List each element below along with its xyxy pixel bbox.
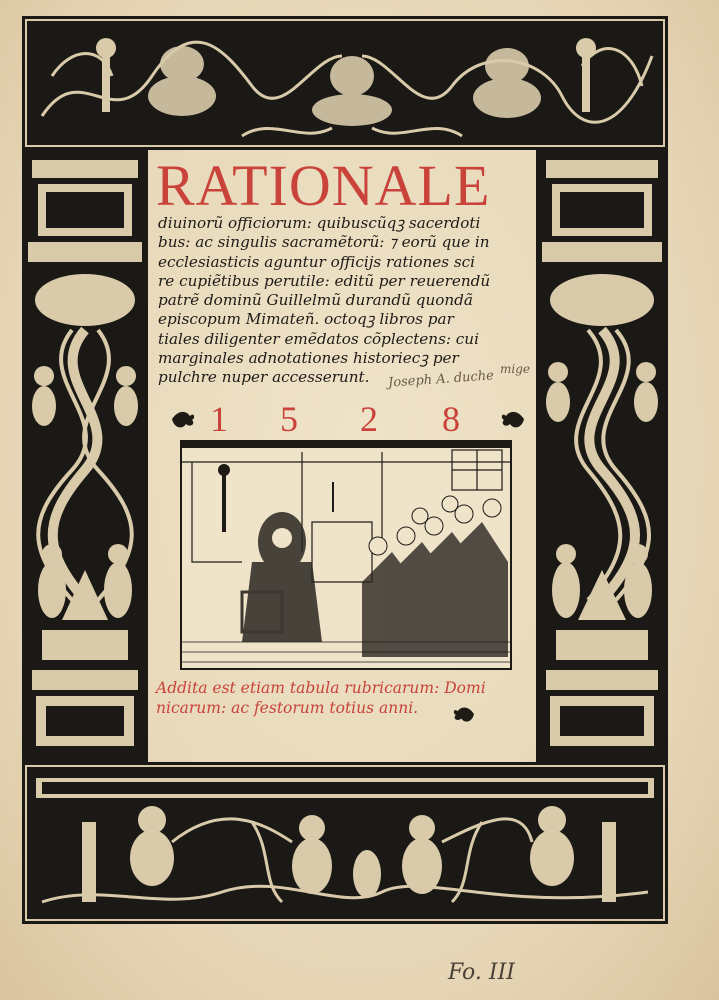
- right-column: [536, 150, 668, 762]
- body-line: patrẽ dominũ Guillelmũ durandũ quondã: [158, 291, 473, 310]
- rubric-text: [156, 678, 536, 718]
- rubric-line: nicarum: ac festorum totius anni.: [156, 699, 419, 717]
- imprint-year: [170, 398, 520, 438]
- ownership-signature: Joseph A. duche: [387, 368, 495, 391]
- year-digit: 2: [360, 399, 378, 439]
- bottom-frieze: [22, 762, 668, 924]
- rubric-line: Addita est etiam tabula rubricarum: Domi: [156, 679, 486, 697]
- bottom-handwritten-note: Fo. III: [448, 960, 515, 985]
- title-rationale: RATIONALE: [156, 153, 491, 218]
- body-line: bus: ac singulis sacramẽtorũ: ⁊ eorũ que in: [158, 233, 490, 252]
- year-digit: 1: [210, 399, 228, 439]
- body-line: episcopum Mimateñ. octoqꝫ libros par: [158, 310, 454, 329]
- marginal-mark: mige: [500, 362, 530, 376]
- body-line: re cupiẽtibus perutile: editũ per reuerendũ: [158, 271, 491, 290]
- fleuron-icon: [500, 408, 526, 430]
- top-frieze: [22, 16, 668, 150]
- body-line: pulchre nuper accesserunt.: [158, 368, 370, 387]
- body-line: marginales adnotationes historiecꝫ per: [158, 349, 459, 368]
- body-line: diuinorũ officiorum: quibuscũqꝫ sacerdoti: [158, 214, 481, 232]
- year-digit: 8: [442, 399, 460, 439]
- title-body-text: [158, 214, 538, 391]
- title-block: [148, 150, 536, 750]
- year-digit: 5: [280, 399, 298, 439]
- left-column: [22, 150, 148, 762]
- fleuron-icon: [452, 704, 476, 724]
- woodcut-illustration: [180, 440, 512, 670]
- body-line: ecclesiasticis aguntur officijs rationes sci: [158, 252, 476, 271]
- body-line: tiales diligenter emẽdatos cõplectens: cui: [158, 329, 479, 348]
- fleuron-icon: [170, 408, 196, 430]
